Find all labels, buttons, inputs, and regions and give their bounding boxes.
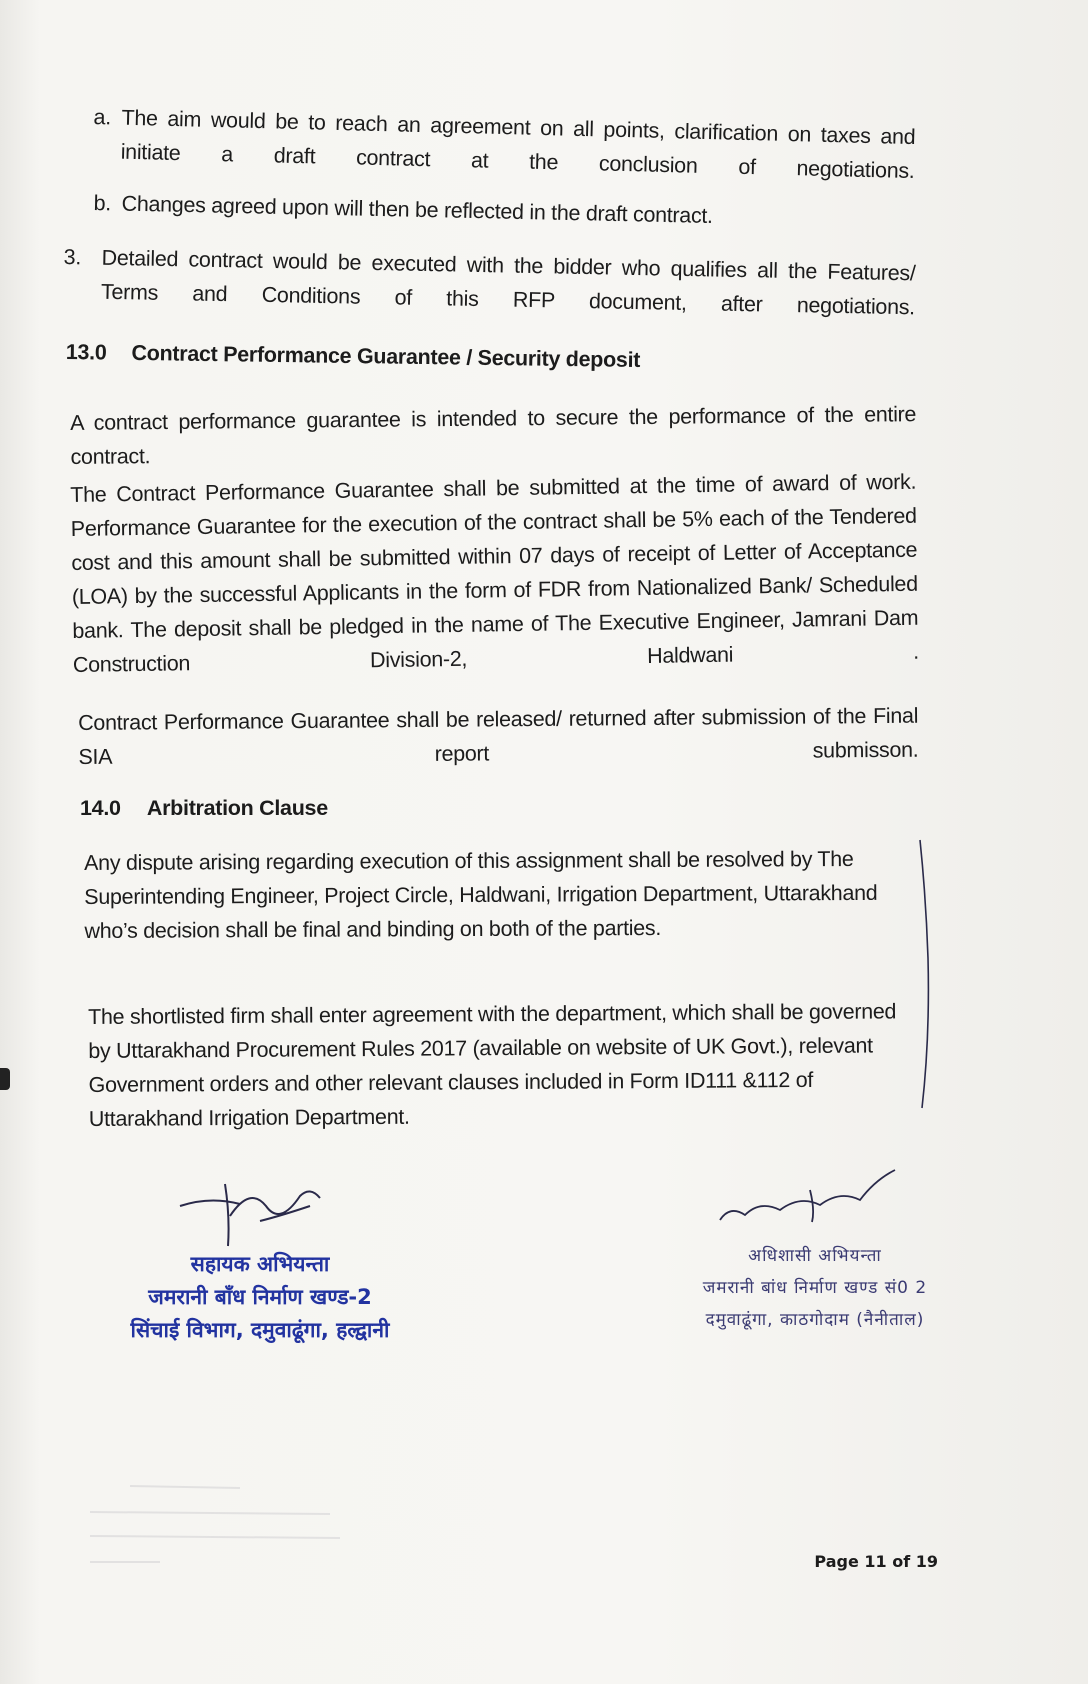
section-13-paragraph-2: The Contract Performance Guarantee shall be submitted at the time of award of work. Performance Guarantee for the execution of the contract shall be 5% each of the Tendered cost and this amount shall be submitted within 07 days of receipt of Letter of Acceptance (LOA) by the successful Applicants in the form of FDR from Nationalized Bank/ Scheduled bank. The deposit shall be pledged in the name of The Executive Engineer, Jamrani Dam Construction Division-2, Haldwani . bbox=[70, 469, 920, 677]
section-13-heading bbox=[66, 340, 641, 373]
signature-left-scribble bbox=[170, 1176, 330, 1256]
section-13-paragraph-3: Contract Performance Guarantee shall be released/ returned after submission of the Final SIA report submisson. bbox=[78, 703, 919, 769]
pen-bracket-mark bbox=[918, 838, 932, 1110]
list-marker: b. bbox=[93, 190, 112, 216]
office-line: जमरानी बाँध निर्माण खण्ड-2 bbox=[148, 1285, 372, 1309]
section-title: Contract Performance Guarantee / Security deposit bbox=[131, 340, 641, 373]
section-13-paragraph-1: A contract performance guarantee is intended to secure the performance of the entire contract. bbox=[70, 402, 917, 469]
list-item-a bbox=[93, 100, 916, 184]
section-number: 14.0 bbox=[80, 796, 121, 820]
page-number: Page 11 of 19 bbox=[814, 1552, 938, 1571]
list-item-b bbox=[93, 186, 916, 228]
section-14-heading bbox=[80, 796, 328, 821]
section-14-paragraph-1: Any dispute arising regarding execution of this assignment shall be resolved by The Superintending Engineer, Project Circle, Haldwani, Irrigation Department, Uttarakhand who’s decision shall be final and binding on both of the parties. bbox=[84, 846, 878, 943]
signature-block-left bbox=[110, 1184, 410, 1347]
binder-clip-mark bbox=[0, 1068, 10, 1090]
faded-stamp-mark bbox=[70, 1466, 370, 1576]
list-item-text: Detailed contract would be executed with the bidder who qualifies all the Features/ Terms and Conditions of this RFP document, after negotiations. bbox=[100, 245, 916, 320]
signature-right-scribble bbox=[710, 1160, 910, 1240]
designation-line: सहायक अभियन्ता bbox=[190, 1252, 330, 1276]
list-marker: a. bbox=[93, 104, 112, 130]
signature-block-right bbox=[650, 1160, 980, 1336]
section-14-paragraph-2: The shortlisted firm shall enter agreement with the department, which shall be governed by Uttarakhand Procurement Rules 2017 (available on website of UK Govt.), relevant Government orders and other relevant clauses included in Form ID111 &112 of Uttarakhand Irrigation Department. bbox=[88, 999, 897, 1131]
designation-line: अधिशासी अभियन्ता bbox=[748, 1246, 882, 1266]
department-line: सिंचाई विभाग, दमुवाढूंगा, हल्द्वानी bbox=[130, 1318, 390, 1342]
section-number: 13.0 bbox=[65, 340, 107, 365]
list-item-text: The aim would be to reach an agreement on all points, clarification on taxes and initiate a draft contract at the conclusion of negotiations. bbox=[120, 105, 916, 184]
location-line: दमुवाढूंगा, काठगोदाम (नैनीताल) bbox=[705, 1310, 925, 1330]
section-title: Arbitration Clause bbox=[146, 796, 328, 820]
office-line: जमरानी बांध निर्माण खण्ड सं0 2 bbox=[702, 1278, 928, 1298]
list-item-3 bbox=[63, 240, 916, 320]
list-item-text: Changes agreed upon will then be reflected in the draft contract. bbox=[121, 191, 714, 228]
list-marker: 3. bbox=[63, 244, 82, 270]
